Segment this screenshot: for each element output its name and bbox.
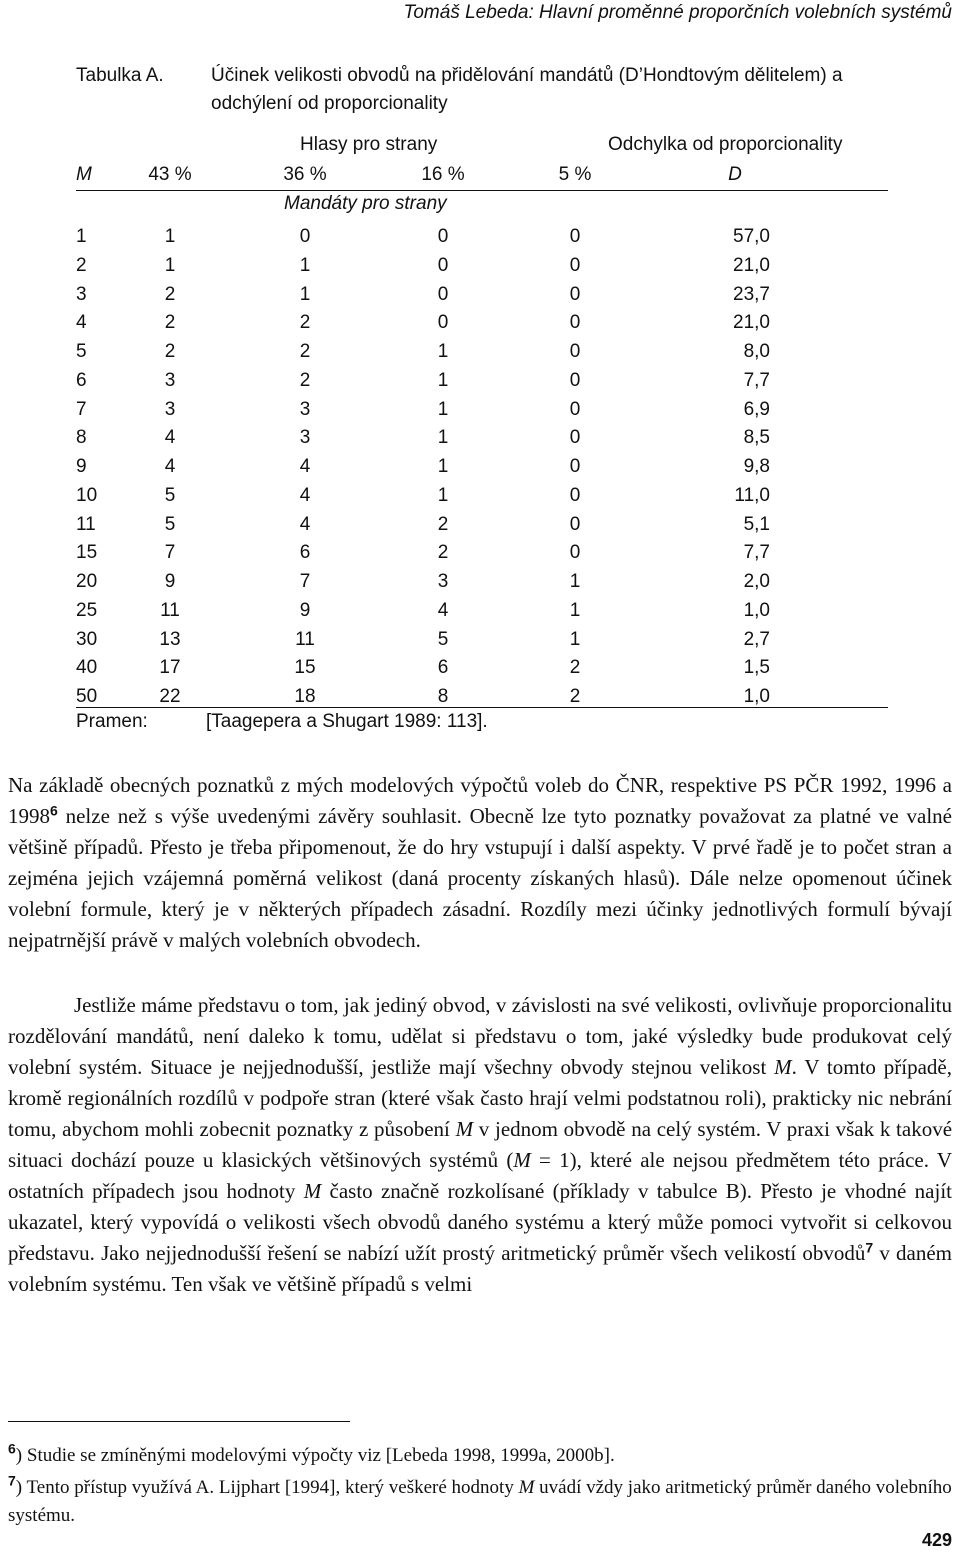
table-cell: 30 xyxy=(76,628,98,650)
footnote-6-number: 6 xyxy=(8,1440,16,1457)
table-cell: 5,1 xyxy=(743,513,770,535)
table-cell: 23,7 xyxy=(733,283,770,305)
table-cell: 8,0 xyxy=(743,341,770,362)
table-cell: 15 xyxy=(294,657,316,679)
table-cell: 7,7 xyxy=(743,542,770,564)
table-cell: 1 xyxy=(437,456,449,477)
symbol-m: M xyxy=(513,1148,531,1172)
table-row xyxy=(0,222,960,251)
table-cell: 1 xyxy=(299,254,311,276)
deviation-group-header: Odchylka od proporcionality xyxy=(608,134,843,155)
table-cell: 2 xyxy=(76,254,87,276)
table-cell: 7 xyxy=(299,571,311,592)
table-cell: 5 xyxy=(437,628,449,650)
table-cell: 0 xyxy=(299,226,311,247)
table-cell: 6,9 xyxy=(743,398,770,420)
table-cell: 0 xyxy=(569,456,581,477)
table-row xyxy=(0,280,960,309)
table-cell: 0 xyxy=(569,341,581,362)
paragraph-1 xyxy=(8,770,952,956)
table-cell: 5 xyxy=(76,341,87,362)
table-cell: 9 xyxy=(76,456,87,477)
table-cell: 2 xyxy=(569,686,581,707)
table-cell: 1 xyxy=(437,341,449,362)
table-cell: 1 xyxy=(437,484,449,506)
table-cell: 1 xyxy=(569,628,581,650)
footnote-6 xyxy=(8,1442,952,1470)
table-cell: 0 xyxy=(569,398,581,420)
column-header-d: D xyxy=(728,164,742,185)
table-row xyxy=(0,481,960,510)
paragraph-1-text-b: nelze než s výše uvedenými závěry souhlasit. Obecně lze tyto poznatky považovat za platné ve valné většině případů. Přesto je třeba připomenout, že do hry vstupují i další aspekty. V prvé řadě je to počet stran a zejména jejich vzájemná poměrná velikost (daná procenty získaných hlasů). Dále nelze opomenout účinek volební formule, který je v některých případech zásadní. Rozdíly mezi účinky jednotlivých formulí bývají nejpatrnější právě v malých volebních obvodech. xyxy=(8,804,952,952)
table-cell: 2 xyxy=(299,312,311,334)
table-cell: 21,0 xyxy=(733,312,770,334)
table-rule-bottom xyxy=(76,707,888,708)
table-cell: 20 xyxy=(76,571,98,592)
table-cell: 4 xyxy=(299,513,311,535)
table-cell: 17 xyxy=(159,657,181,679)
table-row xyxy=(0,538,960,567)
table-cell: 4 xyxy=(76,312,87,334)
table-cell: 40 xyxy=(76,657,98,679)
table-row xyxy=(0,337,960,366)
table-cell: 2 xyxy=(437,542,449,564)
table-cell: 1 xyxy=(569,599,581,621)
table-cell: 2 xyxy=(164,312,176,334)
table-cell: 0 xyxy=(437,283,449,305)
footnote-7-text-b: uvádí vždy jako aritmetický průměr daného volebního systému. xyxy=(8,1477,952,1526)
table-cell: 1,5 xyxy=(743,657,770,679)
table-cell: 3 xyxy=(76,283,87,305)
table-cell: 0 xyxy=(569,283,581,305)
table-cell: 0 xyxy=(437,226,449,247)
table-cell: 3 xyxy=(299,427,311,449)
table-cell: 1 xyxy=(76,226,87,247)
table-cell: 0 xyxy=(569,312,581,334)
table-cell: 9 xyxy=(299,599,311,621)
column-header: 36 % xyxy=(283,164,327,185)
table-cell: 0 xyxy=(569,484,581,506)
symbol-m: M xyxy=(303,1179,322,1203)
table-cell: 3 xyxy=(164,398,176,420)
table-cell: 2,7 xyxy=(743,628,770,650)
table-cell: 1,0 xyxy=(743,599,770,621)
table-cell: 25 xyxy=(76,599,98,621)
table-cell: 5 xyxy=(164,484,176,506)
table-cell: 57,0 xyxy=(733,226,770,247)
table-cell: 1 xyxy=(569,571,581,592)
table-cell: 2 xyxy=(299,369,311,391)
paragraph-1-text-a: Na základě obecných poznatků z mých modelových výpočtů voleb do ČNR, respektive PS PČR 1992, 1996 a 1998 xyxy=(8,773,952,828)
table-cell: 1,0 xyxy=(743,686,770,707)
table-source xyxy=(76,711,488,733)
paragraph-2-text-f: v daném volebním systému. Ten však ve většině případů s velmi xyxy=(8,1241,952,1296)
footnote-6-text: ) Studie se zmíněnými modelovými výpočty viz [Lebeda 1998, 1999a, 2000b]. xyxy=(15,1445,615,1466)
table-cell: 6 xyxy=(299,542,311,564)
table-cell: 13 xyxy=(159,628,181,650)
column-header: 43 % xyxy=(148,164,192,185)
table-row xyxy=(0,653,960,682)
source-label: Pramen: xyxy=(76,711,148,732)
table-cell: 2 xyxy=(569,657,581,679)
table-row xyxy=(0,251,960,280)
table-subheader: Mandáty pro strany xyxy=(284,193,447,214)
column-header: 16 % xyxy=(421,164,465,185)
paragraph-2-text-d: = 1), které ale nejsou předmětem této práce. V ostatních případech jsou hodnoty xyxy=(8,1148,952,1203)
table-cell: 2 xyxy=(437,513,449,535)
table-cell: 6 xyxy=(76,369,87,391)
footnote-7-number: 7 xyxy=(8,1472,16,1489)
table-cell: 22 xyxy=(159,686,181,707)
table-cell: 5 xyxy=(164,513,176,535)
table-row xyxy=(0,452,960,481)
table-cell: 8 xyxy=(437,686,449,707)
table-row xyxy=(0,625,960,654)
table-cell: 18 xyxy=(294,686,316,707)
table-cell: 7,7 xyxy=(743,369,770,391)
table-cell: 1 xyxy=(437,398,449,420)
table-cell: 1 xyxy=(164,254,176,276)
table-cell: 0 xyxy=(437,312,449,334)
table-row xyxy=(0,567,960,596)
table-row xyxy=(0,423,960,452)
votes-group-header: Hlasy pro strany xyxy=(300,134,438,155)
table-cell: 4 xyxy=(164,427,176,449)
table-cell: 4 xyxy=(299,484,311,506)
table-cell: 2,0 xyxy=(743,571,770,592)
table-cell: 7 xyxy=(76,398,87,420)
paragraph-2-text-e: často značně rozkolísané (příklady v tabulce B). Přesto je vhodné najít ukazatel, který vypovídá o velikosti všech obvodů daného systému a který může pomoci vytvořit si celkovou představu. Jako nejjednodušší řešení se nabízí užít prostý aritmetický průměr všech velikostí obvodů xyxy=(8,1179,953,1265)
column-header: 5 % xyxy=(558,164,592,185)
table-cell: 1 xyxy=(437,369,449,391)
footnote-7 xyxy=(8,1474,952,1530)
paragraph-2-text-c: v jednom obvodě na celý systém. V praxi však k takové situaci dochází pouze u klasických většinových systémů ( xyxy=(8,1117,953,1172)
table-cell: 1 xyxy=(299,283,311,305)
table-row xyxy=(0,510,960,539)
table-cell: 0 xyxy=(569,369,581,391)
running-head: Tomáš Lebeda: Hlavní proměnné proporčních volebních systémů xyxy=(403,2,952,23)
table-cell: 15 xyxy=(76,542,98,564)
table-cell: 11 xyxy=(295,628,315,650)
table-cell: 0 xyxy=(569,513,581,535)
footnote-ref-6: 6 xyxy=(50,802,58,819)
table-cell: 1 xyxy=(164,226,176,247)
table-cell: 0 xyxy=(437,254,449,276)
table-cell: 0 xyxy=(569,226,581,247)
table-cell: 11,0 xyxy=(734,484,770,506)
table-cell: 11 xyxy=(76,513,96,535)
table-cell: 9 xyxy=(164,571,176,592)
table-cell: 0 xyxy=(569,254,581,276)
footnote-ref-7: 7 xyxy=(865,1239,874,1256)
table-cell: 8,5 xyxy=(743,427,770,449)
symbol-m: M xyxy=(774,1055,792,1079)
table-cell: 6 xyxy=(437,657,449,679)
table-cell: 9,8 xyxy=(743,456,770,477)
table-cell: 3 xyxy=(437,571,449,592)
table-cell: 2 xyxy=(164,283,176,305)
symbol-m: M xyxy=(518,1477,535,1498)
table-cell: 2 xyxy=(164,341,176,362)
table-rule-top xyxy=(76,190,888,191)
footnote-7-text-a: ) Tento přístup využívá A. Lijphart [1994], který veškeré hodnoty xyxy=(15,1477,519,1498)
table-cell: 50 xyxy=(76,686,98,707)
source-value: [Taagepera a Shugart 1989: 113]. xyxy=(206,711,488,732)
column-header-row xyxy=(0,160,960,189)
symbol-m: M xyxy=(455,1117,474,1141)
table-cell: 4 xyxy=(299,456,311,477)
table-cell: 3 xyxy=(164,369,176,391)
table-cell: 4 xyxy=(164,456,176,477)
paragraph-2 xyxy=(8,990,952,1300)
table-cell: 8 xyxy=(76,427,87,449)
table-cell: 2 xyxy=(299,341,311,362)
table-row xyxy=(0,395,960,424)
table-row xyxy=(0,366,960,395)
table-cell: 21,0 xyxy=(733,254,770,276)
table-cell: 10 xyxy=(76,484,98,506)
paragraph-2-text-a: Jestliže máme představu o tom, jak jediný obvod, v závislosti na své velikosti, ovlivňuje proporcionalitu rozdělování mandátů, není daleko k tomu, udělat si představu o tom, jaké výsledky bude produkovat celý volební systém. Situace je nejjednodušší, jestliže mají všechny obvody stejnou velikost xyxy=(8,993,952,1079)
table-cell: 4 xyxy=(437,599,449,621)
table-cell: 0 xyxy=(569,427,581,449)
table-cell: 0 xyxy=(569,542,581,564)
table-row xyxy=(0,596,960,625)
column-header-m: M xyxy=(76,164,92,185)
table-cell: 1 xyxy=(437,427,449,449)
page-number: 429 xyxy=(921,1530,952,1550)
table-caption-text: Účinek velikosti obvodů na přidělování mandátů (D’Hondtovým dělitelem) a odchýlení od proporcionality xyxy=(211,65,843,114)
table-row xyxy=(0,308,960,337)
footnote-rule xyxy=(8,1421,350,1422)
table-cell: 7 xyxy=(164,542,176,564)
table-cell: 3 xyxy=(299,398,311,420)
table-cell: 11 xyxy=(160,599,180,621)
table-label: Tabulka A. xyxy=(76,65,164,86)
paragraph-2-text-b: . V tomto případě, kromě regionálních rozdílů v podpoře stran (které však často hrají velmi podstatnou roli), prakticky nic nebrání tomu, abychom mohli zobecnit poznatky z působení xyxy=(8,1055,952,1141)
